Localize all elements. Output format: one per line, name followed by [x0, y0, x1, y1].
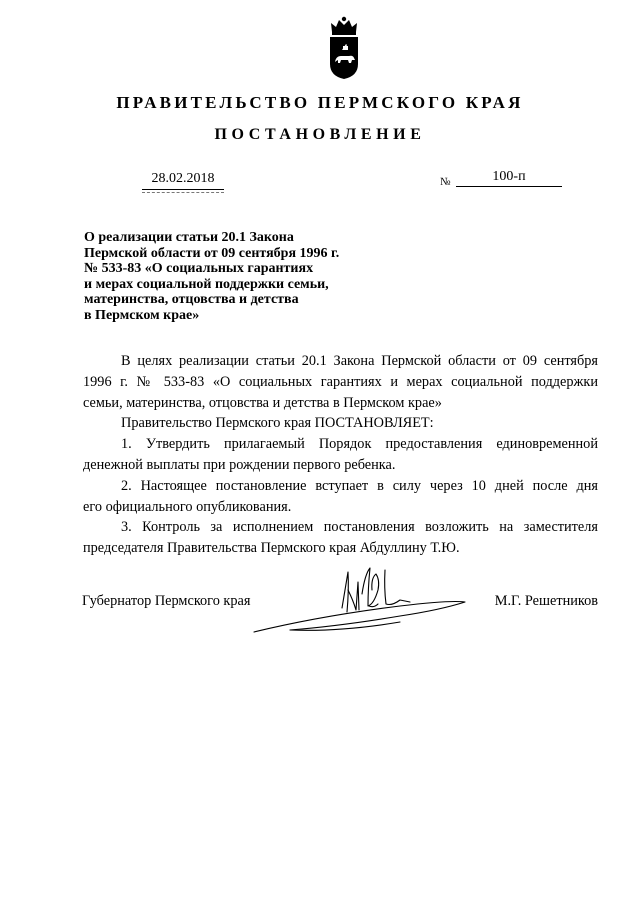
- body-line: семьи, материнства, отцовства и детства в Пермском крае»: [83, 394, 442, 411]
- document-type: ПОСТАНОВЛЕНИЕ: [214, 126, 426, 143]
- government-title: ПРАВИТЕЛЬСТВО ПЕРМСКОГО КРАЯ: [116, 93, 524, 112]
- body-line: Правительство Пермского края ПОСТАНОВЛЯЕТ:: [121, 415, 434, 432]
- body-line: председателя Правительства Пермского края Абдуллину Т.Ю.: [83, 540, 460, 557]
- subject-line: материнства, отцовства и детства: [84, 292, 299, 307]
- subject-line: № 533-83 «О социальных гарантиях: [84, 261, 314, 276]
- subject-line: О реализации статьи 20.1 Закона: [84, 230, 294, 245]
- perm-krai-coat-of-arms-icon: [327, 16, 361, 80]
- document-number: 100-п: [456, 169, 562, 187]
- subject-line: Пермской области от 09 сентября 1996 г.: [84, 245, 340, 261]
- body-line: 3. Контроль за исполнением постановления возложить на заместителя: [121, 519, 598, 536]
- document-subject: [84, 230, 384, 323]
- body-line: его официального опубликования.: [83, 498, 292, 515]
- signatory-position: Губернатор Пермского края: [82, 593, 251, 609]
- body-line: 2. Настоящее постановление вступает в силу через 10 дней после дня: [121, 477, 598, 494]
- document-date: 28.02.2018: [142, 171, 224, 190]
- body-line: денежной выплаты при рождении первого ребенка.: [83, 456, 396, 473]
- handwritten-signature: [250, 560, 500, 650]
- subject-line: и мерах социальной поддержки семьи,: [84, 276, 329, 292]
- body-line: 1. Утвердить прилагаемый Порядок предоставления единовременной: [121, 436, 598, 453]
- number-label: №: [440, 176, 451, 188]
- signatory-name: М.Г. Решетников: [494, 593, 598, 609]
- subject-line: в Пермском крае»: [84, 307, 200, 323]
- document-body: [83, 351, 598, 559]
- body-line: В целях реализации статьи 20.1 Закона Пермской области от 09 сентября: [121, 353, 598, 369]
- body-line: 1996 г. № 533-83 «О социальных гарантиях и мерах социальной поддержки: [83, 373, 598, 390]
